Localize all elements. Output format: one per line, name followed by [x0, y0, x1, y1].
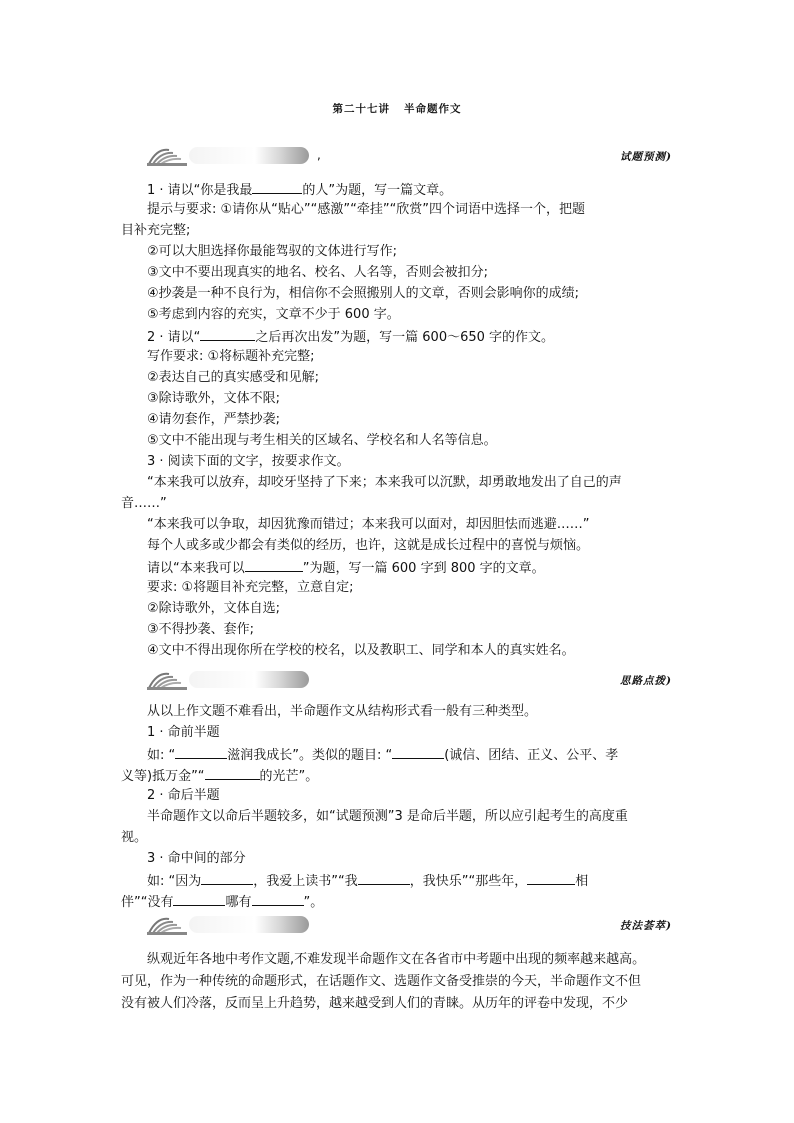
text-line: 2 · 请以“ 之后再次出发”为题，写一篇 600～650 字的作文。	[0, 326, 794, 348]
lecture-number: 第二十七讲	[332, 103, 390, 115]
text-line: ⑤考虑到内容的充实，文章不少于 600 字。	[147, 307, 400, 322]
text-line: 要求: ①将题目补充完整，立意自定;	[147, 580, 354, 595]
text-line: 写作要求: ①将标题补充完整;	[147, 349, 315, 364]
text-line: 如: “ 滋润我成长”。类似的题目: “ (诚信、团结、正义、公平、孝	[0, 744, 794, 766]
banner-pill	[189, 916, 309, 933]
blank	[205, 765, 260, 780]
text-line: “本来我可以放弃，却咬牙坚持了下来；本来我可以沉默，却勇敢地发出了自己的声	[147, 475, 622, 490]
section-banner-techniques	[147, 914, 682, 936]
blank	[392, 744, 444, 759]
blank	[201, 870, 253, 885]
text-line: 请以“本来我可以 ”为题，写一篇 600 字到 800 字的文章。	[0, 557, 794, 579]
text-line: 视。	[121, 830, 148, 845]
blank	[358, 870, 410, 885]
text-line: ④请勿套作，严禁抄袭;	[147, 412, 281, 427]
text-line: ④抄袭是一种不良行为，相信你不会照搬别人的文章，否则会影响你的成绩;	[147, 286, 580, 301]
text-line: 2 · 命后半题	[147, 788, 220, 803]
text-line: 3 · 命中间的部分	[147, 851, 246, 866]
blank	[252, 179, 302, 194]
fan-ornament-icon	[147, 670, 187, 690]
page-title	[0, 101, 794, 116]
text-line: 1 · 命前半题	[147, 725, 220, 740]
text-line: 提示与要求: ①请你从“贴心”“感激”“牵挂”“欣赏”四个词语中选择一个，把题	[147, 202, 586, 217]
banner-pill	[189, 147, 309, 164]
text-line: 目补充完整;	[121, 223, 191, 238]
text-line: ③不得抄袭、套作;	[147, 622, 255, 637]
text-line: 可见，作为一种传统的命题形式，在话题作文、选题作文备受推崇的今天，半命题作文不但	[121, 974, 642, 989]
text-line: 纵观近年各地中考作文题,不难发现半命题作文在各省市中考题中出现的频率越来越高。	[147, 952, 646, 967]
text-line: ⑤文中不能出现与考生相关的区域名、学校名和人名等信息。	[147, 433, 497, 448]
blank	[175, 744, 227, 759]
text-line: 1 · 请以“你是我最 的人”为题，写一篇文章。	[0, 179, 794, 201]
text-line: ②表达自己的真实感受和见解;	[147, 370, 320, 385]
text-line: ②可以大胆选择你最能驾驭的文体进行写作;	[147, 244, 398, 259]
text-line: ④文中不得出现你所在学校的校名，以及教职工、同学和本人的真实姓名。	[147, 643, 575, 658]
text-line: ③除诗歌外，文体不限;	[147, 391, 281, 406]
fan-ornament-icon	[147, 915, 187, 935]
text-line: ②除诗歌外，文体自选;	[147, 601, 281, 616]
text-line: 每个人或多或少都会有类似的经历，也许，这就是成长过程中的喜悦与烦恼。	[147, 538, 590, 553]
lecture-topic: 半命题作文	[404, 103, 462, 115]
text-line: 伴”“没有 哪有 ”。	[0, 891, 794, 913]
blank	[252, 891, 304, 906]
text-line: 半命题作文以命后半题较多，如“试题预测”3 是命后半题，所以应引起考生的高度重	[147, 809, 628, 824]
text-line: 音……”	[121, 496, 167, 511]
blank	[527, 870, 575, 885]
section-banner-forecast	[147, 145, 682, 167]
banner-label: 技法荟萃)	[620, 920, 672, 932]
text-line: 从以上作文题不难看出，半命题作文从结构形式看一般有三种类型。	[147, 704, 538, 719]
text-line: 3 · 阅读下面的文字，按要求作文。	[147, 454, 350, 469]
blank	[200, 326, 255, 341]
blank	[173, 891, 225, 906]
banner-comma: ,	[317, 148, 321, 162]
text-line: 没有被人们冷落，反而呈上升趋势，越来越受到人们的青睐。从历年的评卷中发现，不少	[121, 996, 629, 1011]
text-line: 义等)抵万金”“ 的光芒”。	[0, 765, 794, 787]
blank	[245, 557, 303, 572]
section-banner-thinking	[147, 669, 682, 691]
fan-ornament-icon	[147, 146, 187, 166]
text-line: 如: “因为 ，我爱上读书”“我 ，我快乐”“那些年， 相	[0, 870, 794, 892]
banner-pill	[189, 671, 309, 688]
banner-label: 思路点拨)	[620, 675, 672, 687]
banner-label: 试题预测)	[620, 151, 672, 163]
text-line: ③文中不要出现真实的地名、校名、人名等，否则会被扣分;	[147, 265, 489, 280]
text-line: “本来我可以争取，却因犹豫而错过；本来我可以面对，却因胆怯而逃避……”	[147, 517, 590, 532]
